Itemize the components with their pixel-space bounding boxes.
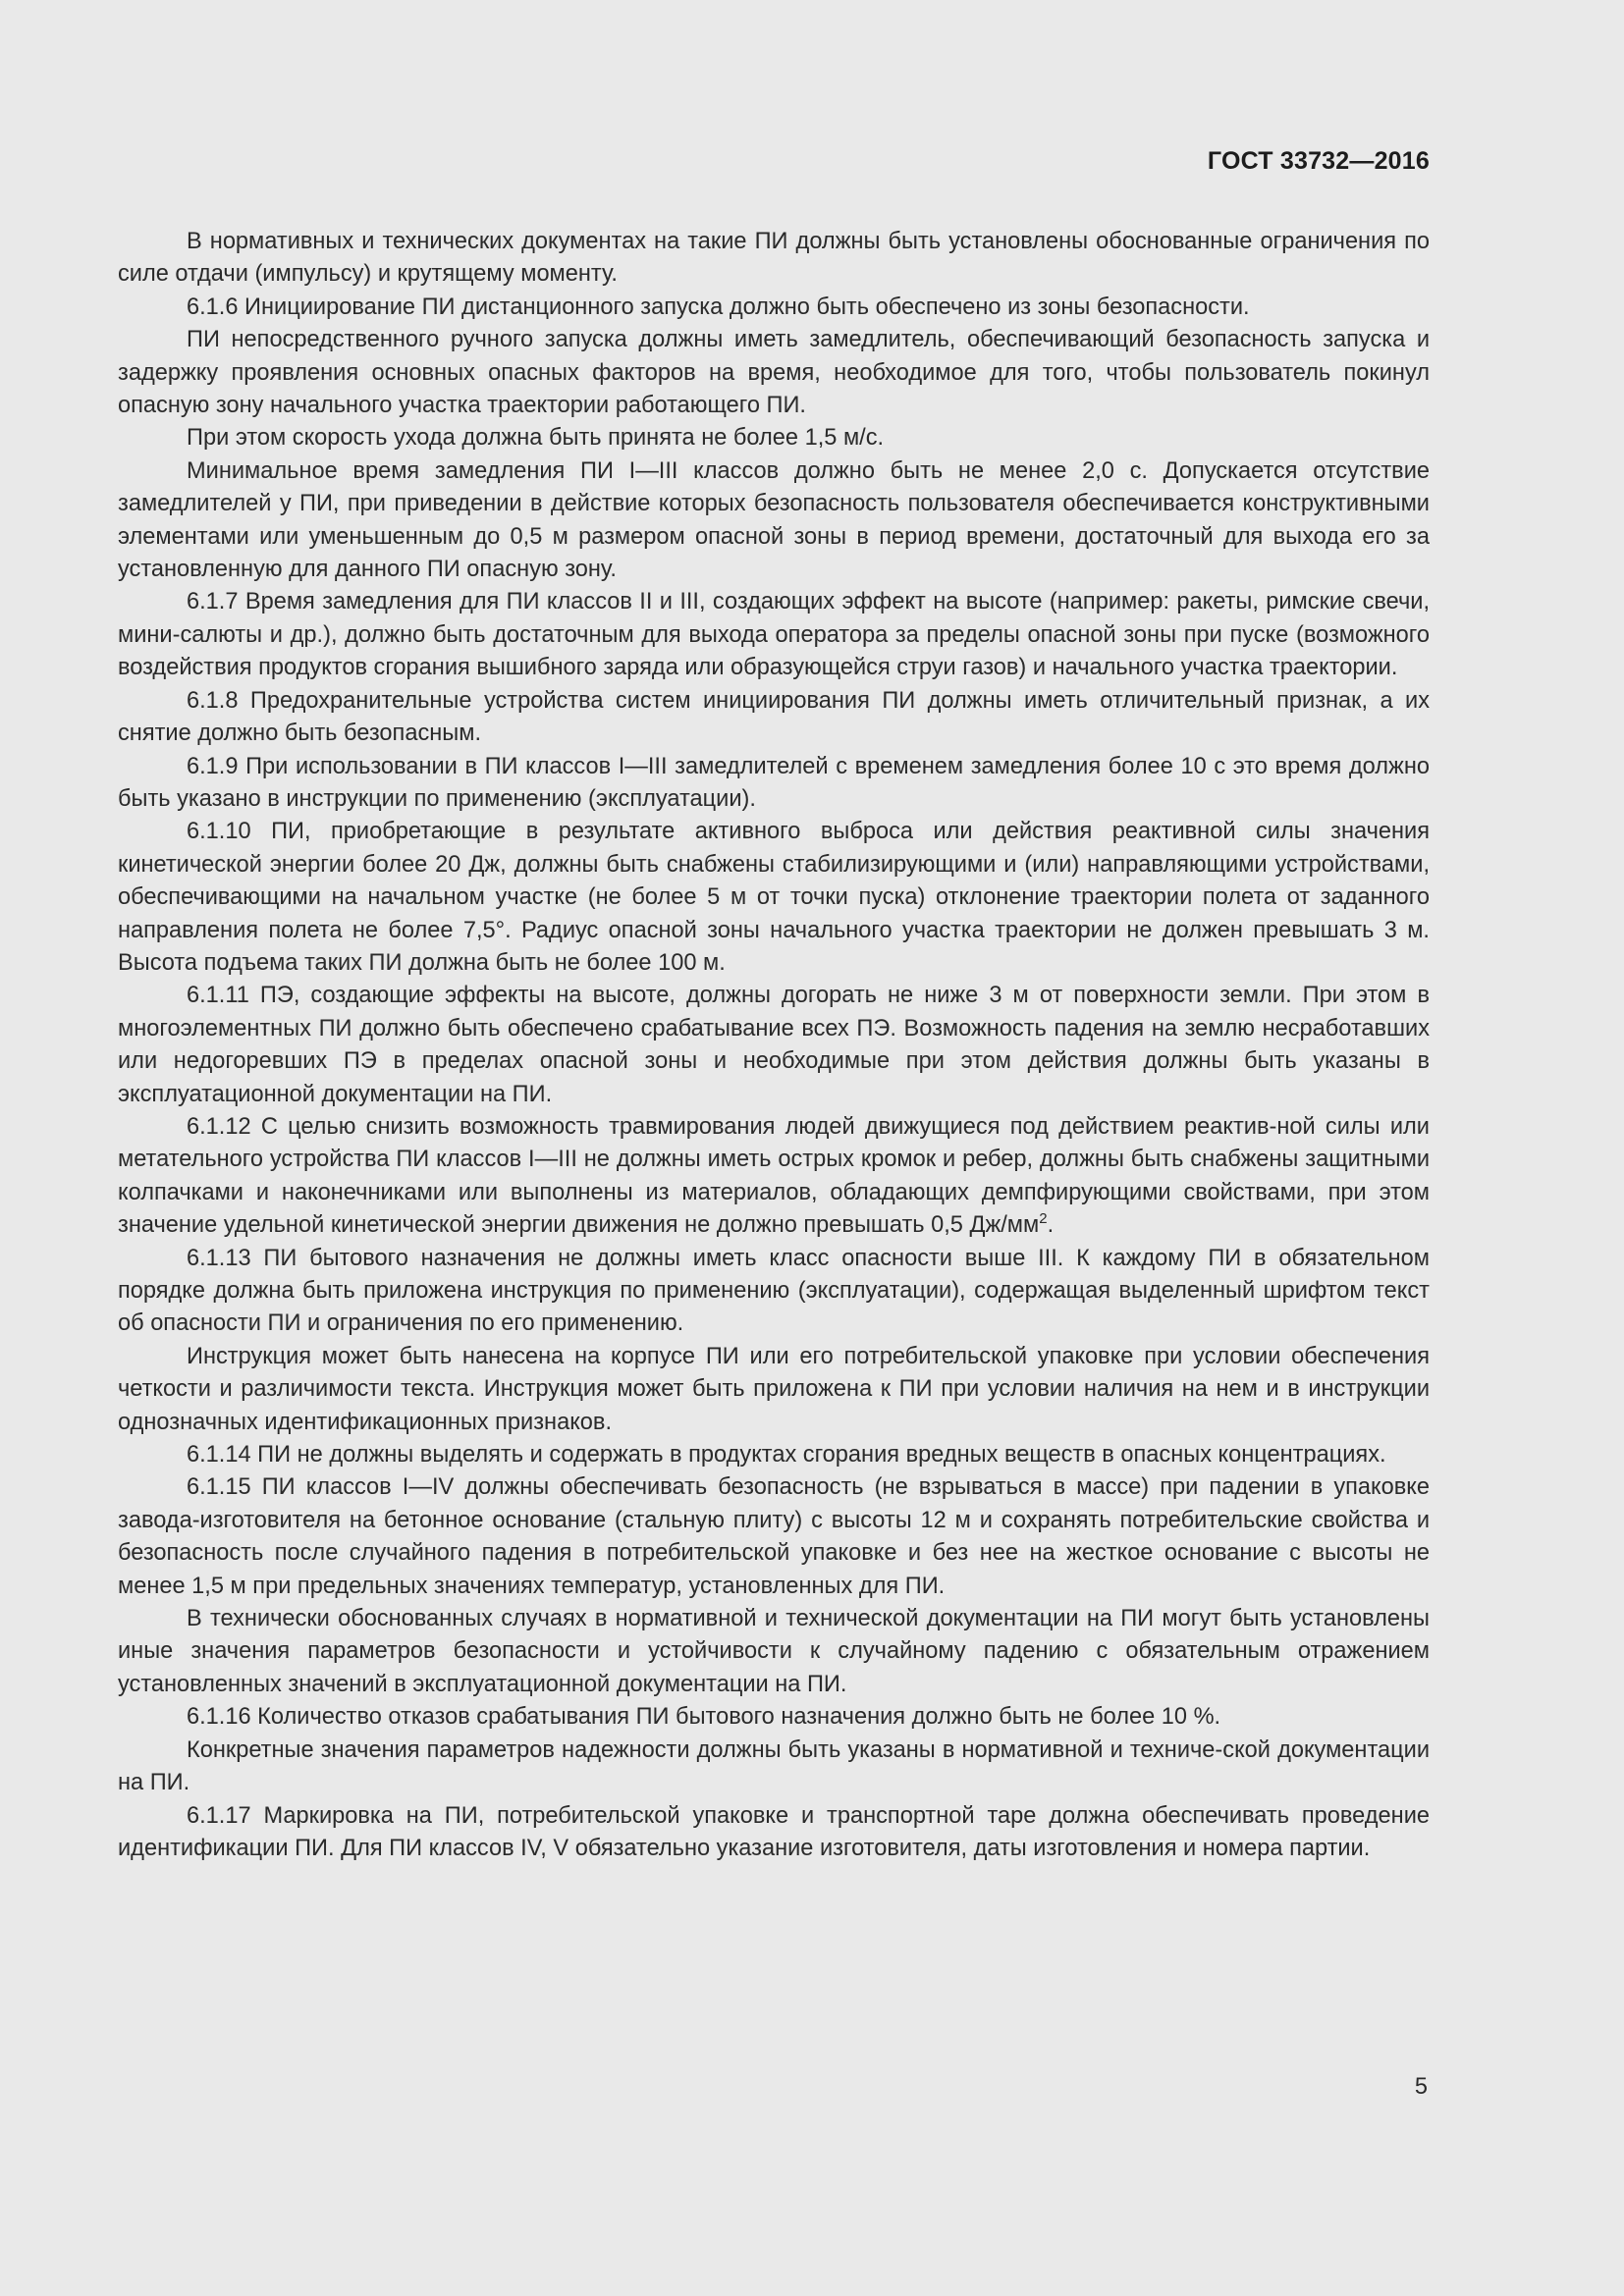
page-number: 5: [1414, 2074, 1428, 2100]
paragraph: В технически обоснованных случаях в нормативной и технической документации на ПИ могут быть установлены иные значения параметров безопасности и устойчивости к случайному падению с обязательным отражением установленных значений в эксплуатационной документации на ПИ.: [118, 1606, 1430, 1697]
paragraph-6-1-9: 6.1.9 При использовании в ПИ классов I—III замедлителей с временем замедления более 10 с это время должно быть указано в инструкции по применению (эксплуатации).: [118, 753, 1430, 812]
paragraph-6-1-15: 6.1.15 ПИ классов I—IV должны обеспечивать безопасность (не взрываться в массе) при падении в упаковке завода-изготовителя на бетонное основание (стальную плиту) с высоты 12 м и сохранять потребительские свойства и безопасность после случайного падения в потребительской упаковке и без нее на жесткое основание с высоты не менее 1,5 м при предельных значениях температур, установленных для ПИ.: [118, 1474, 1430, 1599]
paragraph-6-1-14: 6.1.14 ПИ не должны выделять и содержать в продуктах сгорания вредных веществ в опасных концентрациях.: [187, 1442, 1386, 1468]
paragraph-6-1-13: 6.1.13 ПИ бытового назначения не должны иметь класс опасности выше III. К каждому ПИ в обязательном порядке должна быть приложена инструкция по применению (эксплуатации), содержащая выделенный шрифтом текст об опасности ПИ и ограничения по его применению.: [118, 1245, 1430, 1337]
superscript-2: 2: [1039, 1210, 1048, 1228]
paragraph: При этом скорость ухода должна быть принята не более 1,5 м/с.: [187, 425, 885, 452]
paragraph: Инструкция может быть нанесена на корпусе ПИ или его потребительской упаковке при условии обеспечения четкости и различимости текста. Инструкция может быть приложена к ПИ при условии наличия на нем и в инструкции однозначных идентификационных признаков.: [118, 1343, 1430, 1435]
paragraph-6-1-12: [118, 1111, 1430, 1243]
paragraph: В нормативных и технических документах на такие ПИ должны быть установлены обоснованные ограничения по силе отдачи (импульсу) и крутящему моменту.: [118, 229, 1430, 288]
paragraph: ПИ непосредственного ручного запуска должны иметь замедлитель, обеспечивающий безопасность запуска и задержку проявления основных опасных факторов на время, необходимое для того, чтобы пользователь покинул опасную зону начального участка траектории работающего ПИ.: [118, 327, 1430, 419]
document-body: [118, 226, 1430, 1865]
paragraph-6-1-8: 6.1.8 Предохранительные устройства систем инициирования ПИ должны иметь отличительный признак, а их снятие должно быть безопасным.: [118, 687, 1430, 747]
paragraph: Конкретные значения параметров надежности должны быть указаны в нормативной и техниче-ской документации на ПИ.: [118, 1736, 1430, 1796]
paragraph: Минимальное время замедления ПИ I—III классов должно быть не менее 2,0 с. Допускается отсутствие замедлителей у ПИ, при приведении в действие которых безопасность пользователя обеспечивается конструктивными элементами или уменьшенным до 0,5 м размером опасной зоны в период времени, достаточный для выхода его за установленную для данного ПИ опасную зону.: [118, 457, 1430, 583]
paragraph-6-1-11: 6.1.11 ПЭ, создающие эффекты на высоте, должны догорать не ниже 3 м от поверхности земли. При этом в многоэлементных ПИ должно быть обеспечено срабатывание всех ПЭ. Возможность падения на землю несработавших или недогоревших ПЭ в пределах опасной зоны и необходимые при этом действия должны быть указаны в эксплуатационной документации на ПИ.: [118, 983, 1430, 1107]
paragraph-6-1-12-text: 6.1.12 С целью снизить возможность травмирования людей движущиеся под действием реактив-ной силы или метательного устройства ПИ классов I—III не должны иметь острых кромок и ребер, должны быть снабжены защитными колпачками и наконечниками или выполнены из материалов, обладающих демпфирующими свойствами, при этом значение удельной кинетической энергии движения не должно превышать 0,5 Дж/мм: [118, 1113, 1430, 1239]
paragraph-6-1-10: 6.1.10 ПИ, приобретающие в результате активного выброса или действия реактивной силы значения кинетической энергии более 20 Дж, должны быть снабжены стабилизирующими и (или) направляющими устройствами, обеспечивающими на начальном участке (не более 5 м от точки пуска) отклонение траектории полета от заданного направления полета не более 7,5°. Радиус опасной зоны начального участка траектории не должен превышать 3 м. Высота подъема таких ПИ должна быть не более 100 м.: [118, 819, 1430, 976]
paragraph-end-period: .: [1047, 1212, 1055, 1239]
paragraph-6-1-7: 6.1.7 Время замедления для ПИ классов II и III, создающих эффект на высоте (например: ракеты, римские свечи, мини-салюты и др.), должно быть достаточным для выхода оператора за пределы опасной зоны при пуске (возможного воздействия продуктов сгорания вышибного заряда или образующейся струи газов) и начального участка траектории.: [118, 589, 1430, 681]
standard-number: ГОСТ 33732—2016: [1207, 147, 1430, 175]
paragraph-6-1-17: 6.1.17 Маркировка на ПИ, потребительской упаковке и транспортной таре должна обеспечивать проведение идентификации ПИ. Для ПИ классов IV, V обязательно указание изготовителя, даты изготовления и номера партии.: [118, 1802, 1430, 1861]
paragraph-6-1-16: 6.1.16 Количество отказов срабатывания ПИ бытового назначения должно быть не более 10 %.: [187, 1704, 1221, 1731]
paragraph-6-1-6: 6.1.6 Инициирование ПИ дистанционного запуска должно быть обеспечено из зоны безопасности.: [187, 294, 1250, 320]
